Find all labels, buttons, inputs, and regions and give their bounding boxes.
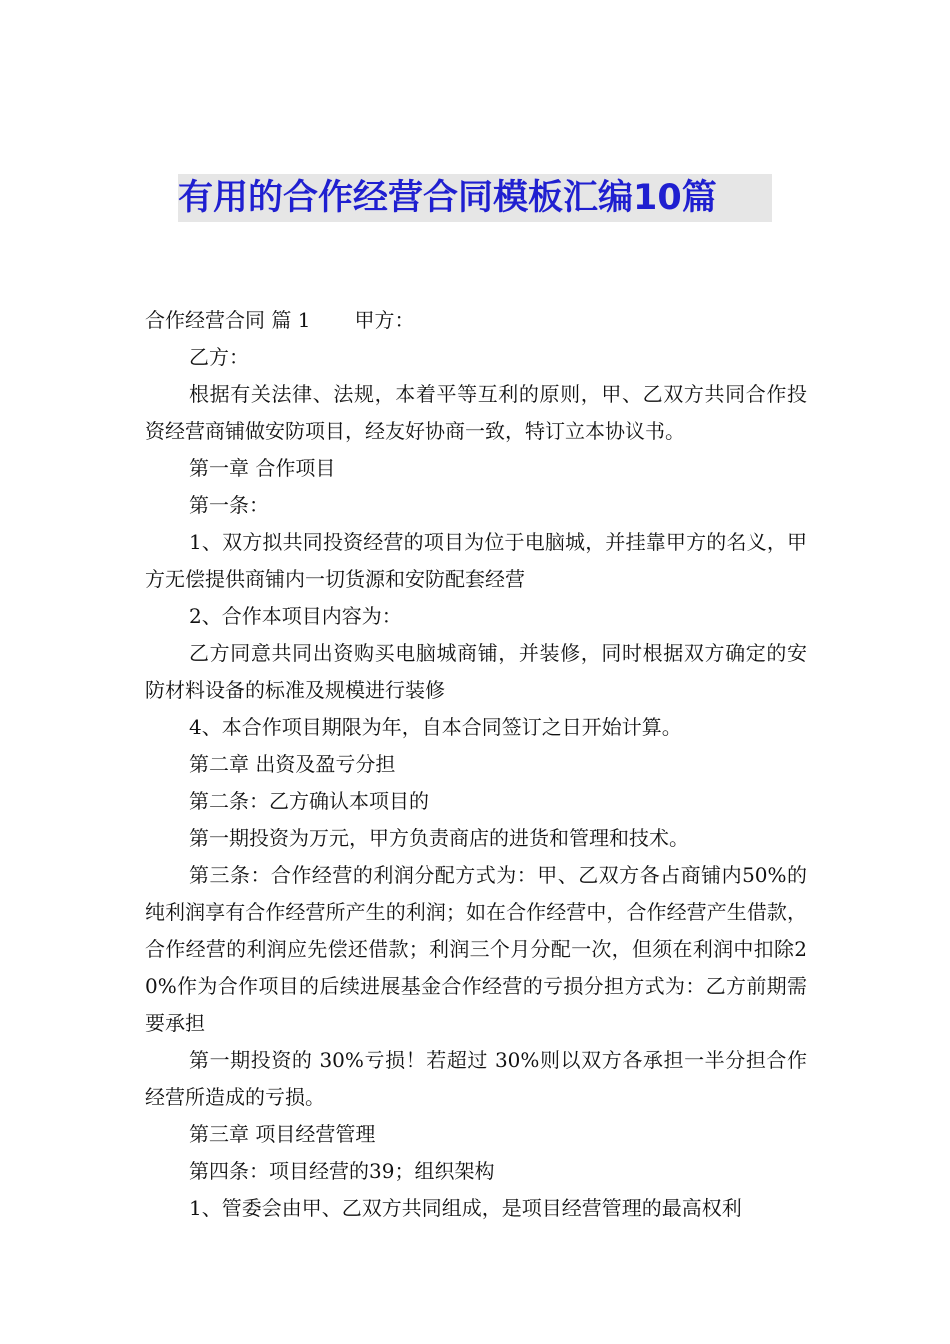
paragraph: 第一条： — [189, 493, 269, 517]
chapter-heading: 第二章 出资及盈亏分担 — [189, 752, 396, 776]
article-heading: 合作经营合同 篇 1 — [145, 308, 311, 332]
paragraph: 4、本合作项目期限为年，自本合同签订之日开始计算。 — [189, 715, 682, 739]
paragraph: 第三条：合作经营的利润分配方式为：甲、乙双方各占商铺内50%的纯利润享有合作经营所产生的利润；如在合作经营中，合作经营产生借款，合作经营的利润应先偿还借款；利润三个月分配一次，但须在利润中扣除20%作为合作项目的后续进展基金合作经营的亏损分担方式为：乙方前期需要承担 — [145, 863, 807, 1035]
party-a-label: 甲方： — [354, 308, 415, 332]
first-line — [145, 302, 807, 339]
paragraph: 第四条：项目经营的39；组织架构 — [189, 1159, 495, 1183]
document-title: 有用的合作经营合同模板汇编10篇 — [178, 174, 772, 222]
chapter-heading: 第一章 合作项目 — [189, 456, 336, 480]
paragraph: 1、双方拟共同投资经营的项目为位于电脑城，并挂靠甲方的名义，甲方无偿提供商铺内一切货源和安防配套经营 — [145, 530, 807, 591]
paragraph: 第二条：乙方确认本项目的 — [189, 789, 429, 813]
paragraph: 根据有关法律、法规，本着平等互利的原则，甲、乙双方共同合作投资经营商铺做安防项目，经友好协商一致，特订立本协议书。 — [145, 382, 807, 443]
paragraph: 第一期投资为万元，甲方负责商店的进货和管理和技术。 — [189, 826, 689, 850]
paragraph: 1、管委会由甲、乙双方共同组成，是项目经营管理的最高权利 — [189, 1196, 742, 1220]
paragraph: 乙方同意共同出资购买电脑城商铺，并装修，同时根据双方确定的安防材料设备的标准及规模进行装修 — [145, 641, 807, 702]
paragraph: 第一期投资的 30%亏损！若超过 30%则以双方各承担一半分担合作经营所造成的亏损。 — [145, 1048, 807, 1109]
chapter-heading: 第三章 项目经营管理 — [189, 1122, 376, 1146]
document-body — [145, 302, 807, 1227]
paragraph: 2、合作本项目内容为： — [189, 604, 402, 628]
paragraph: 乙方： — [189, 345, 249, 369]
